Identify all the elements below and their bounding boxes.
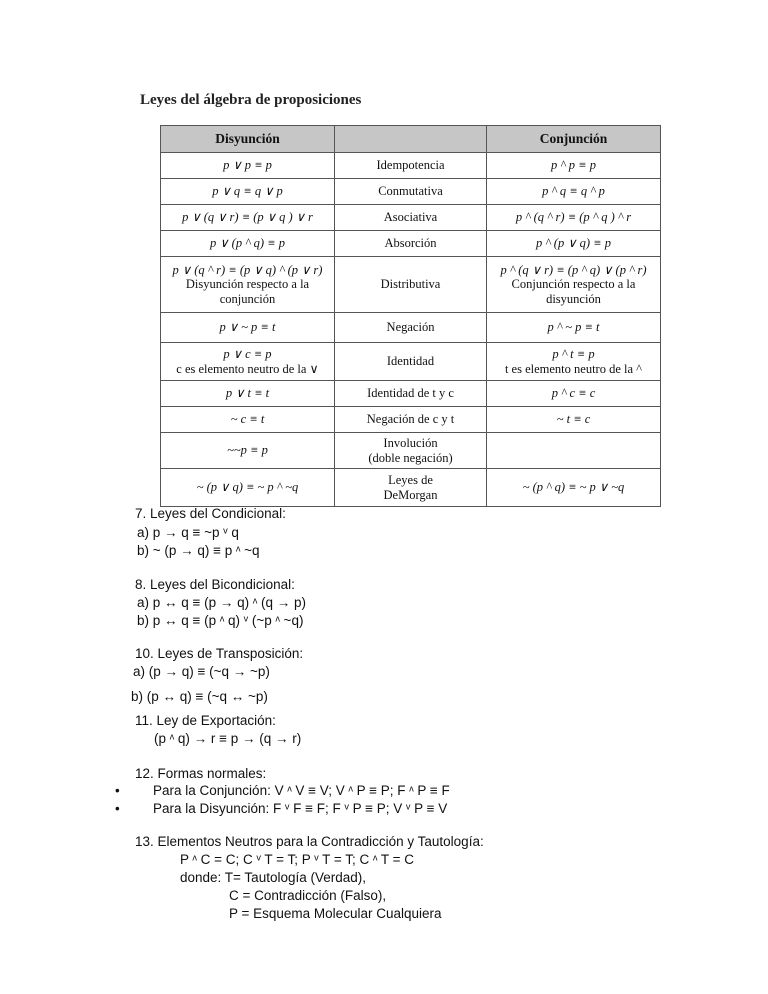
- conjuncion-expr: p ^ t ≡ p: [552, 347, 595, 362]
- table-row: [161, 407, 661, 433]
- law-name: Negación: [335, 313, 487, 343]
- section-10-item-b: b) (p ↔ q) ≡ (~q ↔ ~p): [131, 689, 268, 704]
- section-7-item-b: b) ~ (p → q) ≡ p ᶺ ~q: [137, 543, 260, 558]
- section-13-item-b: donde: T= Tautología (Verdad),: [180, 870, 367, 885]
- section-7-title: 7. Leyes del Condicional:: [135, 506, 286, 521]
- conjuncion-note: Conjunción respecto a la disyunción: [511, 277, 636, 306]
- disyuncion-expr: p ∨ (p ^ q) ≡ p: [210, 236, 285, 251]
- disyuncion-expr: p ∨ (q ^ r) ≡ (p ∨ q) ^ (p ∨ r): [172, 262, 323, 277]
- law-name: Absorción: [335, 231, 487, 257]
- conjuncion-expr: p ^ p ≡ p: [551, 158, 596, 173]
- law-name: Asociativa: [335, 205, 487, 231]
- disyuncion-expr: p ∨ t ≡ t: [225, 386, 270, 401]
- section-12-item-a: Para la Conjunción: V ᶺ V ≡ V; V ᶺ P ≡ P; F ᶺ P ≡ F: [153, 783, 450, 798]
- disyuncion-expr: p ∨ (q ∨ r) ≡ (p ∨ q ) ∨ r: [182, 210, 313, 225]
- laws-table: [160, 125, 661, 507]
- conjuncion-note: t es elemento neutro de la ^: [504, 361, 643, 376]
- disyuncion-expr: ~~p ≡ p: [227, 443, 268, 458]
- section-13-title: 13. Elementos Neutros para la Contradicción y Tautología:: [135, 834, 484, 849]
- conjuncion-expr: p ^ q ≡ q ^ p: [542, 184, 605, 199]
- section-11-title: 11. Ley de Exportación:: [135, 713, 276, 728]
- bullet-icon: •: [115, 801, 120, 816]
- table-row: [161, 381, 661, 407]
- section-13-item-a: P ᶺ C = C; C ᵛ T = T; P ᵛ T = T; C ᶺ T = C: [180, 852, 414, 867]
- conjuncion-expr: p ^ ~ p ≡ t: [547, 320, 600, 335]
- table-header-row: [161, 126, 661, 153]
- law-name: Leyes de: [388, 473, 433, 488]
- table-row: [161, 205, 661, 231]
- table-row: [161, 231, 661, 257]
- section-8-title: 8. Leyes del Bicondicional:: [135, 577, 295, 592]
- law-note: DeMorgan: [383, 487, 438, 502]
- section-12-item-b: Para la Disyunción: F ᵛ F ≡ F; F ᵛ P ≡ P; V ᵛ P ≡ V: [153, 801, 448, 816]
- section-8-item-b: b) p ↔ q ≡ (p ᶺ q) ᵛ (~p ᶺ ~q): [137, 613, 304, 628]
- law-name: Identidad de t y c: [335, 381, 487, 407]
- table-row: [161, 179, 661, 205]
- table-row: [161, 469, 661, 507]
- law-name: Distributiva: [335, 257, 487, 313]
- disyuncion-note: Disyunción respecto a la conjunción: [185, 277, 310, 306]
- disyuncion-expr: p ∨ c ≡ p: [223, 347, 272, 362]
- law-name: Negación de c y t: [335, 407, 487, 433]
- conjuncion-expr: p ^ (q ∨ r) ≡ (p ^ q) ∨ (p ^ r): [500, 262, 647, 277]
- table-row: [161, 153, 661, 179]
- header-law: [335, 126, 487, 153]
- table-title: Leyes del álgebra de proposiciones: [140, 92, 362, 108]
- conjuncion-expr: p ^ c ≡ c: [551, 386, 596, 401]
- conjuncion-expr: p ^ (p ∨ q) ≡ p: [536, 236, 611, 251]
- disyuncion-expr: p ∨ ~ p ≡ t: [219, 320, 276, 335]
- conjuncion-expr: ~ (p ^ q) ≡ ~ p ∨ ~q: [522, 480, 625, 495]
- bullet-icon: •: [115, 783, 120, 798]
- section-12-title: 12. Formas normales:: [135, 766, 267, 781]
- section-10-item-a: a) (p → q) ≡ (~q → ~p): [133, 664, 270, 679]
- section-10-title: 10. Leyes de Transposición:: [135, 646, 304, 661]
- law-name: Involución: [383, 436, 438, 451]
- law-name: Idempotencia: [335, 153, 487, 179]
- conjuncion-expr: p ^ (q ^ r) ≡ (p ^ q ) ^ r: [515, 210, 632, 225]
- disyuncion-note: c es elemento neutro de la ∨: [176, 361, 319, 376]
- section-8-item-a: a) p ↔ q ≡ (p → q) ᶺ (q → p): [137, 595, 307, 610]
- section-13-item-d: P = Esquema Molecular Cualquiera: [229, 906, 442, 921]
- conjuncion-expr: ~ t ≡ c: [556, 412, 591, 427]
- table-row: [161, 257, 661, 313]
- disyuncion-expr: ~ (p ∨ q) ≡ ~ p ^ ~q: [196, 480, 299, 495]
- section-13-item-c: C = Contradicción (Falso),: [229, 888, 387, 903]
- header-conjuncion: Conjunción: [487, 126, 661, 153]
- law-name: Identidad: [335, 343, 487, 381]
- section-11-item-a: (p ᶺ q) → r ≡ p → (q → r): [154, 731, 302, 746]
- header-disyuncion: Disyunción: [161, 126, 335, 153]
- disyuncion-expr: ~ c ≡ t: [230, 412, 265, 427]
- law-name: Conmutativa: [335, 179, 487, 205]
- section-7-item-a: a) p → q ≡ ~p ᵛ q: [137, 525, 239, 540]
- law-note: (doble negación): [368, 450, 453, 465]
- table-row: [161, 433, 661, 469]
- table-row: [161, 313, 661, 343]
- disyuncion-expr: p ∨ q ≡ q ∨ p: [212, 184, 283, 199]
- table-row: [161, 343, 661, 381]
- disyuncion-expr: p ∨ p ≡ p: [223, 158, 272, 173]
